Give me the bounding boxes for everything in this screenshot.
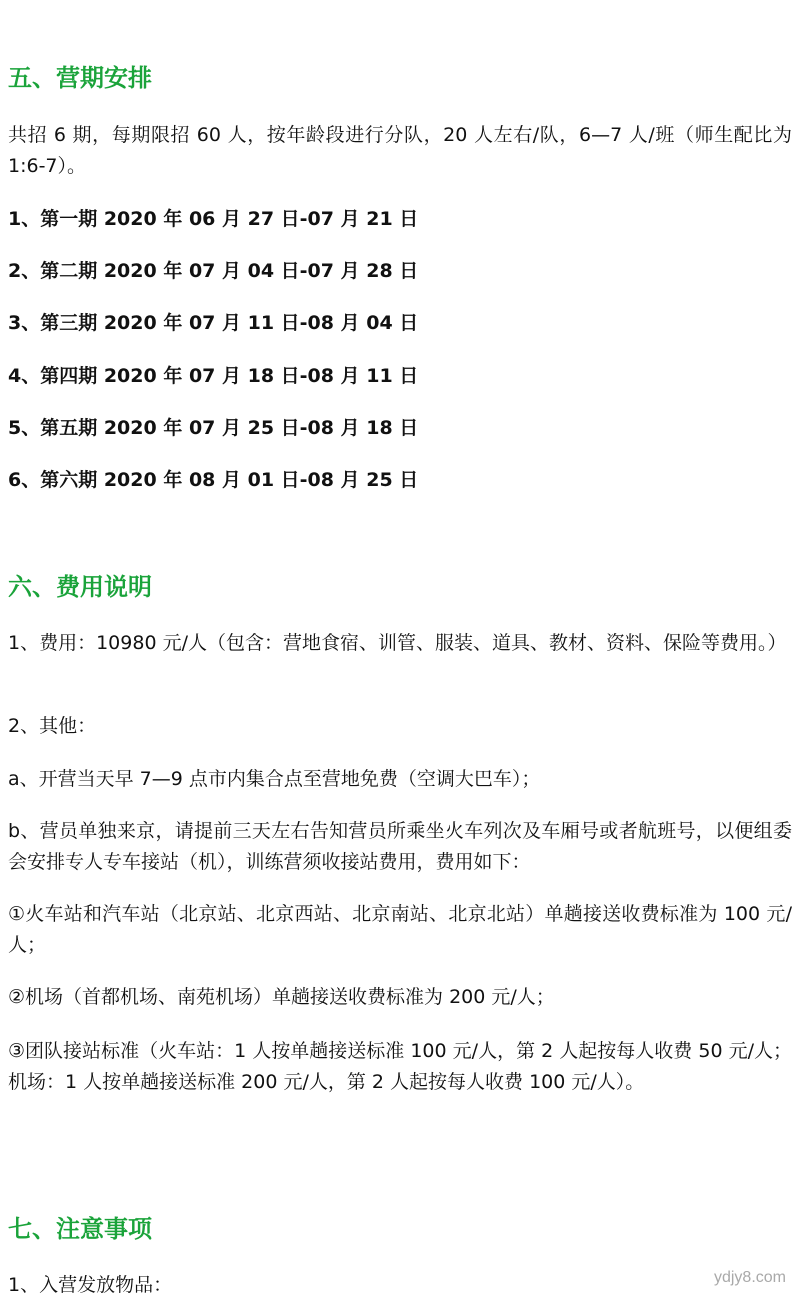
section-7-item-1: 1、入营发放物品： [8, 1274, 173, 1296]
section-5-heading: 五、营期安排 [8, 64, 152, 92]
period-2: 2、第二期 2020 年 07 月 04 日-07 月 28 日 [8, 260, 419, 282]
section-6-heading: 六、费用说明 [8, 573, 152, 601]
section-7-heading: 七、注意事项 [8, 1215, 152, 1243]
period-5: 5、第五期 2020 年 07 月 25 日-08 月 18 日 [8, 417, 419, 439]
period-3: 3、第三期 2020 年 07 月 11 日-08 月 04 日 [8, 312, 419, 334]
item-circled-1: ①火车站和汽车站（北京站、北京西站、北京南站、北京北站）单趟接送收费标准为 100 元/人； [8, 903, 792, 956]
fee-paragraph: 1、费用：10980 元/人（包含：营地食宿、训管、服装、道具、教材、资料、保险等费用。） [8, 632, 787, 654]
period-6: 6、第六期 2020 年 08 月 01 日-08 月 25 日 [8, 469, 419, 491]
item-circled-2: ②机场（首都机场、南苑机场）单趟接送收费标准为 200 元/人； [8, 986, 555, 1008]
item-b: b、营员单独来京，请提前三天左右告知营员所乘坐火车列次及车厢号或者航班号，以便组委会安排专人专车接站（机），训练营须收接站费用，费用如下： [8, 820, 792, 873]
item-circled-3: ③团队接站标准（火车站：1 人按单趟接送标准 100 元/人，第 2 人起按每人收费 50 元/人；机场：1 人按单趟接送标准 200 元/人，第 2 人起按每人收费 100 元/人）。 [8, 1040, 792, 1093]
section-5-intro: 共招 6 期，每期限招 60 人，按年龄段进行分队，20 人左右/队，6—7 人/班（师生配比为 1:6-7）。 [8, 124, 792, 177]
item-a: a、开营当天早 7—9 点市内集合点至营地免费（空调大巴车）； [8, 768, 541, 790]
other-label: 2、其他： [8, 715, 97, 737]
period-4: 4、第四期 2020 年 07 月 18 日-08 月 11 日 [8, 365, 419, 387]
watermark: ydjy8.com [713, 1269, 786, 1286]
period-1: 1、第一期 2020 年 06 月 27 日-07 月 21 日 [8, 208, 419, 230]
